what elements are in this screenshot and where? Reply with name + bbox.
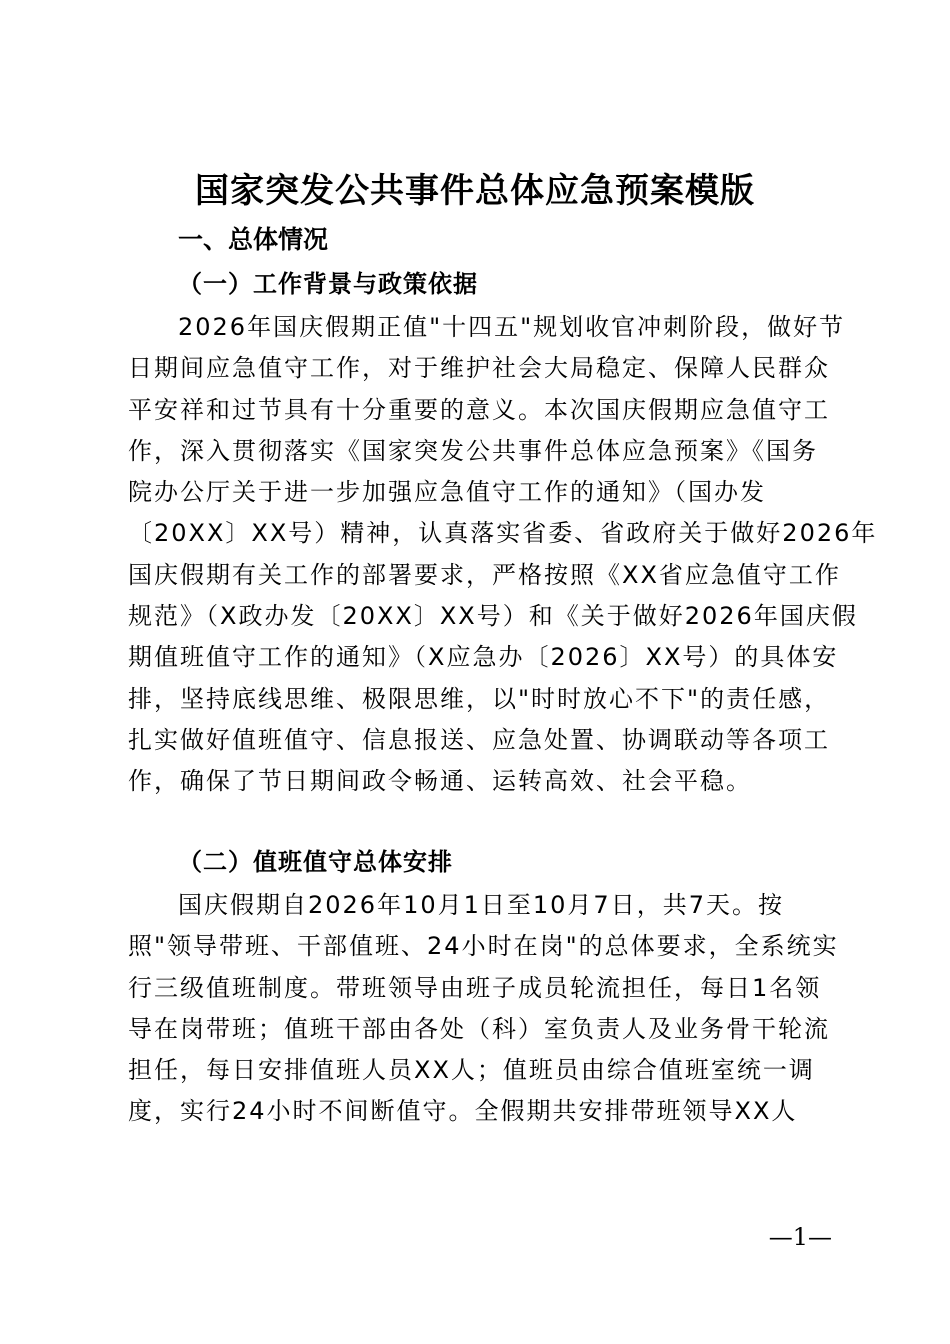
paragraph-line: 国庆假期自2026年10月1日至10月7日，共7天。按: [178, 891, 784, 919]
paragraph-line: 照"领导带班、干部值班、24小时在岗"的总体要求，全系统实: [128, 932, 839, 961]
subsection-heading-2: （二）值班值守总体安排: [178, 848, 453, 876]
paragraph-line: 作，确保了节日期间政令畅通、运转高效、社会平稳。: [128, 767, 752, 796]
section-heading: 一、总体情况: [178, 225, 329, 254]
paragraph-line: 国庆假期有关工作的部署要求，严格按照《XX省应急值守工作: [128, 560, 841, 589]
paragraph-line: 2026年国庆假期正值"十四五"规划收官冲刺阶段，做好节: [178, 313, 846, 341]
paragraph-line: 排，坚持底线思维、极限思维，以"时时放心不下"的责任感，: [128, 684, 831, 713]
page-number: —1—: [768, 1223, 832, 1251]
paragraph-line: 期值班值守工作的通知》（X应急办〔2026〕XX号）的具体安: [128, 643, 839, 672]
document-title: 国家突发公共事件总体应急预案模版: [195, 171, 755, 211]
paragraph-line: 规范》（X政办发〔20XX〕XX号）和《关于做好2026年国庆假: [128, 602, 858, 631]
paragraph-line: 平安祥和过节具有十分重要的意义。本次国庆假期应急值守工: [128, 395, 830, 424]
paragraph-line: 担任，每日安排值班人员XX人；值班员由综合值班室统一调: [128, 1056, 815, 1085]
paragraph-duty-arrangement: [128, 885, 839, 1133]
paragraph-line: 扎实做好值班值守、信息报送、应急处置、协调联动等各项工: [128, 725, 830, 754]
paragraph-line: 〔20XX〕XX号）精神，认真落实省委、省政府关于做好2026年: [128, 519, 878, 548]
paragraph-line: 院办公厅关于进一步加强应急值守工作的通知》（国办发: [128, 478, 766, 507]
paragraph-line: 日期间应急值守工作，对于维护社会大局稳定、保障人民群众: [128, 354, 830, 383]
paragraph-policy-basis: [128, 307, 877, 803]
paragraph-line: 行三级值班制度。带班领导由班子成员轮流担任，每日1名领: [128, 973, 822, 1002]
paragraph-line: 度，实行24小时不间断值守。全假期共安排带班领导XX人: [128, 1097, 798, 1126]
subsection-heading-1: （一）工作背景与政策依据: [178, 270, 478, 298]
paragraph-line: 作，深入贯彻落实《国家突发公共事件总体应急预案》《国务: [128, 436, 818, 465]
paragraph-line: 导在岗带班；值班干部由各处（科）室负责人及业务骨干轮流: [128, 1014, 830, 1043]
